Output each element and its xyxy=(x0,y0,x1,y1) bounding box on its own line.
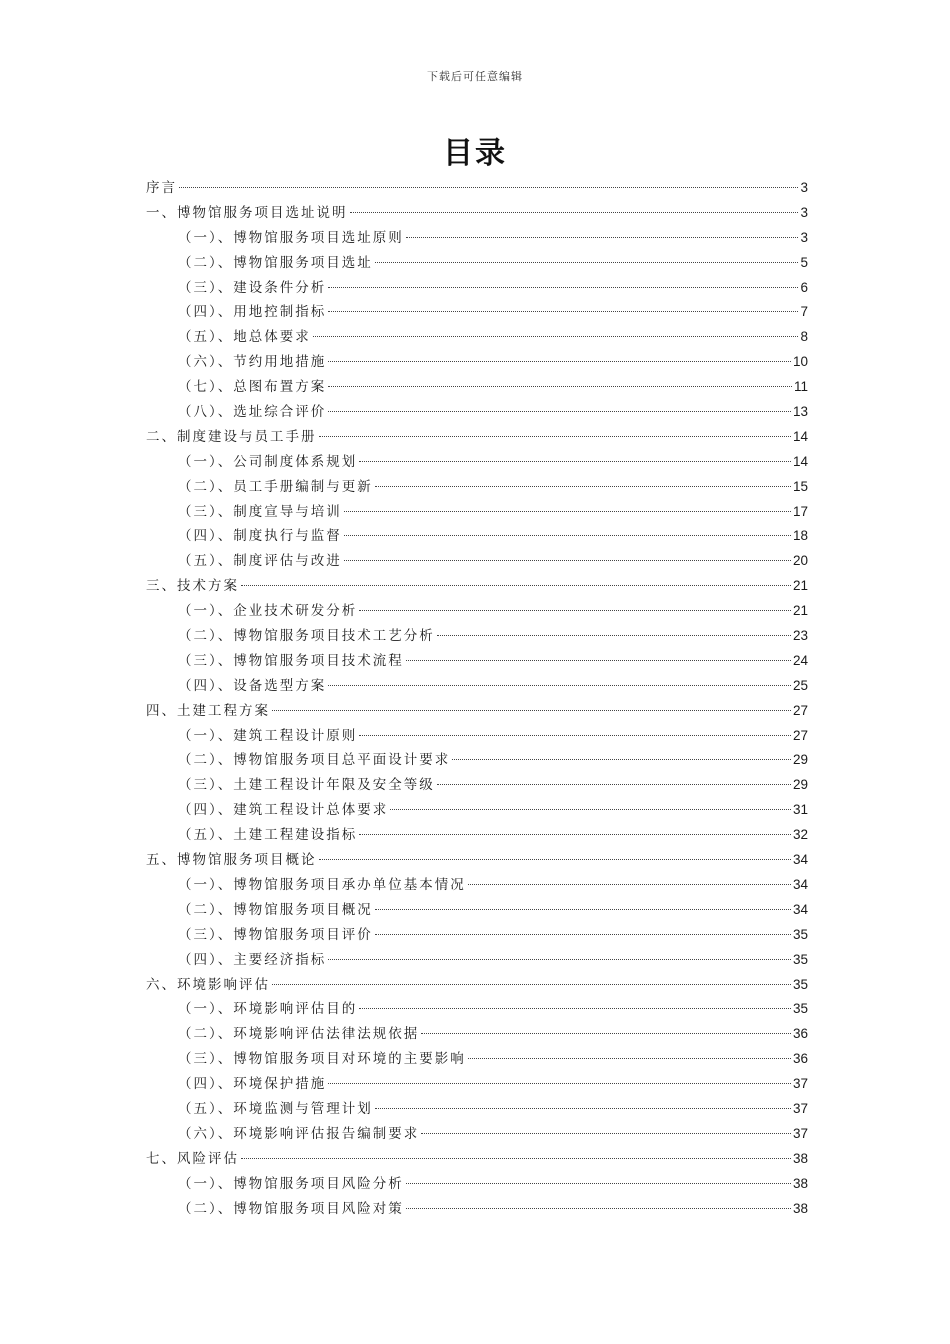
toc-entry[interactable] xyxy=(146,973,808,998)
toc-leader-dots xyxy=(468,1058,791,1059)
toc-entry-label: （四）、用地控制指标 xyxy=(178,304,327,321)
toc-entry[interactable] xyxy=(146,1097,808,1122)
toc-entry-label: （四）、制度执行与监督 xyxy=(178,528,342,545)
toc-leader-dots xyxy=(359,1008,791,1009)
toc-entry-label: 三、技术方案 xyxy=(146,578,239,595)
toc-entry-label: （六）、节约用地措施 xyxy=(178,354,327,371)
toc-leader-dots xyxy=(313,336,799,337)
toc-entry-label: （四）、设备选型方案 xyxy=(178,677,327,694)
toc-entry-label: 六、环境影响评估 xyxy=(146,976,270,993)
toc-entry-page: 14 xyxy=(792,428,808,444)
toc-entry-page: 29 xyxy=(792,752,808,768)
toc-entry-label: （一）、企业技术研发分析 xyxy=(178,603,358,620)
toc-entry-label: （一）、博物馆服务项目选址原则 xyxy=(178,229,404,246)
toc-leader-dots xyxy=(241,585,791,586)
toc-leader-dots xyxy=(272,710,791,711)
toc-entry[interactable] xyxy=(146,350,808,375)
toc-entry[interactable] xyxy=(146,450,808,475)
toc-entry-page: 37 xyxy=(792,1125,808,1141)
toc-leader-dots xyxy=(319,859,791,860)
toc-entry-page: 25 xyxy=(792,677,808,693)
toc-leader-dots xyxy=(328,411,791,412)
toc-entry-label: （一）、公司制度体系规划 xyxy=(178,453,358,470)
toc-entry-page: 34 xyxy=(792,901,808,917)
toc-entry-label: （五）、制度评估与改进 xyxy=(178,553,342,570)
toc-leader-dots xyxy=(359,461,791,462)
toc-entry-label: （三）、制度宣导与培训 xyxy=(178,503,342,520)
toc-entry-page: 11 xyxy=(793,379,808,395)
toc-entry[interactable] xyxy=(146,1047,808,1072)
toc-entry-label: （二）、博物馆服务项目总平面设计要求 xyxy=(178,752,451,769)
toc-entry-page: 35 xyxy=(792,951,808,967)
toc-entry-label: （二）、员工手册编制与更新 xyxy=(178,478,373,495)
toc-entry-page: 5 xyxy=(800,254,808,270)
toc-leader-dots xyxy=(421,1033,791,1034)
toc-leader-dots xyxy=(319,436,791,437)
toc-entry[interactable] xyxy=(146,674,808,699)
toc-leader-dots xyxy=(390,809,791,810)
toc-entry-page: 35 xyxy=(792,926,808,942)
toc-entry[interactable] xyxy=(146,873,808,898)
toc-entry-label: （一）、环境影响评估目的 xyxy=(178,1001,358,1018)
toc-leader-dots xyxy=(359,610,791,611)
toc-entry-label: （二）、博物馆服务项目风险对策 xyxy=(178,1200,404,1217)
toc-leader-dots xyxy=(344,560,791,561)
toc-entry[interactable] xyxy=(146,325,808,350)
toc-entry-label: （八）、选址综合评价 xyxy=(178,404,327,421)
toc-entry-label: （二）、博物馆服务项目选址 xyxy=(178,254,373,271)
toc-entry-page: 31 xyxy=(792,802,808,818)
toc-entry[interactable] xyxy=(146,300,808,325)
toc-entry[interactable] xyxy=(146,823,808,848)
toc-leader-dots xyxy=(328,386,792,387)
toc-entry-label: （三）、博物馆服务项目对环境的主要影响 xyxy=(178,1051,466,1068)
toc-entry[interactable] xyxy=(146,848,808,873)
toc-entry[interactable] xyxy=(146,1022,808,1047)
toc-entry-page: 7 xyxy=(800,304,808,320)
toc-entry[interactable] xyxy=(146,599,808,624)
toc-entry-label: 四、土建工程方案 xyxy=(146,702,270,719)
toc-entry-page: 27 xyxy=(792,727,808,743)
toc-leader-dots xyxy=(359,834,791,835)
toc-entry-label: （四）、主要经济指标 xyxy=(178,951,327,968)
toc-entry-label: （三）、建设条件分析 xyxy=(178,279,327,296)
toc-entry-page: 36 xyxy=(792,1026,808,1042)
toc-leader-dots xyxy=(272,984,791,985)
toc-leader-dots xyxy=(328,685,791,686)
toc-entry-page: 34 xyxy=(792,852,808,868)
toc-leader-dots xyxy=(421,1133,791,1134)
toc-entry-label: （五）、土建工程建设指标 xyxy=(178,827,358,844)
toc-leader-dots xyxy=(452,759,791,760)
toc-entry-page: 27 xyxy=(792,702,808,718)
toc-entry-label: 序言 xyxy=(146,180,177,196)
toc-leader-dots xyxy=(328,311,798,312)
toc-entry[interactable] xyxy=(146,574,808,599)
toc-entry-page: 10 xyxy=(792,354,808,370)
toc-entry-page: 38 xyxy=(792,1200,808,1216)
toc-leader-dots xyxy=(328,287,798,288)
toc-entry[interactable] xyxy=(146,649,808,674)
toc-entry-page: 8 xyxy=(800,329,808,345)
toc-entry-label: （一）、博物馆服务项目风险分析 xyxy=(178,1175,404,1192)
toc-entry[interactable] xyxy=(146,251,808,276)
toc-leader-dots xyxy=(344,511,791,512)
toc-entry-page: 17 xyxy=(792,503,808,519)
toc-entry-page: 24 xyxy=(792,652,808,668)
toc-entry-page: 21 xyxy=(792,578,808,594)
toc-leader-dots xyxy=(375,1108,791,1109)
toc-entry-label: （四）、建筑工程设计总体要求 xyxy=(178,802,389,819)
toc-leader-dots xyxy=(406,1208,791,1209)
toc-entry[interactable] xyxy=(146,624,808,649)
toc-entry-page: 34 xyxy=(792,876,808,892)
toc-entry-page: 32 xyxy=(792,827,808,843)
toc-entry-label: （二）、环境影响评估法律法规依据 xyxy=(178,1026,420,1043)
toc-leader-dots xyxy=(179,187,798,188)
toc-entry[interactable] xyxy=(146,500,808,525)
toc-leader-dots xyxy=(375,909,791,910)
toc-entry-label: （七）、总图布置方案 xyxy=(178,379,327,396)
toc-entry-page: 6 xyxy=(800,279,808,295)
toc-leader-dots xyxy=(344,535,791,536)
toc-entry[interactable] xyxy=(146,773,808,798)
toc-entry[interactable] xyxy=(146,997,808,1022)
toc-entry-page: 37 xyxy=(792,1100,808,1116)
toc-entry[interactable] xyxy=(146,524,808,549)
toc-entry-page: 35 xyxy=(792,976,808,992)
toc-entry-page: 35 xyxy=(792,1001,808,1017)
toc-leader-dots xyxy=(359,735,791,736)
toc-entry[interactable] xyxy=(146,724,808,749)
toc-entry[interactable] xyxy=(146,1147,808,1172)
toc-entry-label: （五）、环境监测与管理计划 xyxy=(178,1100,373,1117)
toc-entry-page: 38 xyxy=(792,1175,808,1191)
toc-entry[interactable] xyxy=(146,176,808,201)
toc-entry[interactable] xyxy=(146,699,808,724)
toc-entry[interactable] xyxy=(146,923,808,948)
toc-entry[interactable] xyxy=(146,226,808,251)
toc-entry-page: 36 xyxy=(792,1051,808,1067)
toc-entry-page: 3 xyxy=(800,204,808,220)
toc-entry-page: 3 xyxy=(800,229,808,245)
toc-entry-label: （五）、地总体要求 xyxy=(178,329,311,346)
toc-entry[interactable] xyxy=(146,948,808,973)
toc-leader-dots xyxy=(241,1158,791,1159)
toc-entry[interactable] xyxy=(146,549,808,574)
toc-title: 目录 xyxy=(443,136,507,171)
toc-entry-page: 18 xyxy=(792,528,808,544)
toc-entry-label: 七、风险评估 xyxy=(146,1150,239,1167)
toc-entry-label: （三）、土建工程设计年限及安全等级 xyxy=(178,777,435,794)
toc-leader-dots xyxy=(406,660,791,661)
toc-entry-page: 14 xyxy=(792,453,808,469)
toc-entry-page: 15 xyxy=(792,478,808,494)
toc-entry-page: 20 xyxy=(792,553,808,569)
toc-entry[interactable] xyxy=(146,276,808,301)
toc-leader-dots xyxy=(375,934,791,935)
toc-entry[interactable] xyxy=(146,1172,808,1197)
toc-entry-page: 23 xyxy=(792,628,808,644)
toc-leader-dots xyxy=(375,486,791,487)
toc-entry-page: 29 xyxy=(792,777,808,793)
toc-entry[interactable] xyxy=(146,425,808,450)
toc-entry-page: 21 xyxy=(792,603,808,619)
header-note: 下载后可任意编辑 xyxy=(427,70,523,83)
toc-entry-label: （二）、博物馆服务项目概况 xyxy=(178,901,373,918)
toc-entry-label: 一、博物馆服务项目选址说明 xyxy=(146,204,348,221)
toc-leader-dots xyxy=(437,784,791,785)
toc-leader-dots xyxy=(328,361,791,362)
toc-entry[interactable] xyxy=(146,898,808,923)
toc-entry-label: （三）、博物馆服务项目评价 xyxy=(178,926,373,943)
toc-entry[interactable] xyxy=(146,748,808,773)
toc-leader-dots xyxy=(437,635,791,636)
toc-leader-dots xyxy=(328,959,791,960)
toc-entry-label: （二）、博物馆服务项目技术工艺分析 xyxy=(178,628,435,645)
table-of-contents xyxy=(146,176,808,1221)
toc-entry-label: 五、博物馆服务项目概论 xyxy=(146,852,317,869)
toc-leader-dots xyxy=(406,237,799,238)
toc-entry-page: 38 xyxy=(792,1150,808,1166)
toc-entry-label: 二、制度建设与员工手册 xyxy=(146,428,317,445)
toc-entry-page: 3 xyxy=(800,180,808,195)
toc-entry-label: （六）、环境影响评估报告编制要求 xyxy=(178,1125,420,1142)
toc-leader-dots xyxy=(406,1183,791,1184)
toc-entry-label: （一）、建筑工程设计原则 xyxy=(178,727,358,744)
toc-leader-dots xyxy=(350,212,799,213)
toc-entry-label: （四）、环境保护措施 xyxy=(178,1076,327,1093)
toc-entry[interactable] xyxy=(146,1122,808,1147)
toc-entry[interactable] xyxy=(146,1072,808,1097)
toc-entry-label: （一）、博物馆服务项目承办单位基本情况 xyxy=(178,876,466,893)
toc-entry[interactable] xyxy=(146,400,808,425)
toc-entry[interactable] xyxy=(146,1197,808,1222)
toc-entry[interactable] xyxy=(146,798,808,823)
toc-leader-dots xyxy=(468,884,791,885)
toc-entry[interactable] xyxy=(146,475,808,500)
toc-entry[interactable] xyxy=(146,375,808,400)
toc-entry[interactable] xyxy=(146,201,808,226)
toc-leader-dots xyxy=(328,1083,791,1084)
toc-entry-label: （三）、博物馆服务项目技术流程 xyxy=(178,652,404,669)
toc-leader-dots xyxy=(375,262,799,263)
toc-entry-page: 13 xyxy=(792,404,808,420)
toc-entry-page: 37 xyxy=(792,1076,808,1092)
